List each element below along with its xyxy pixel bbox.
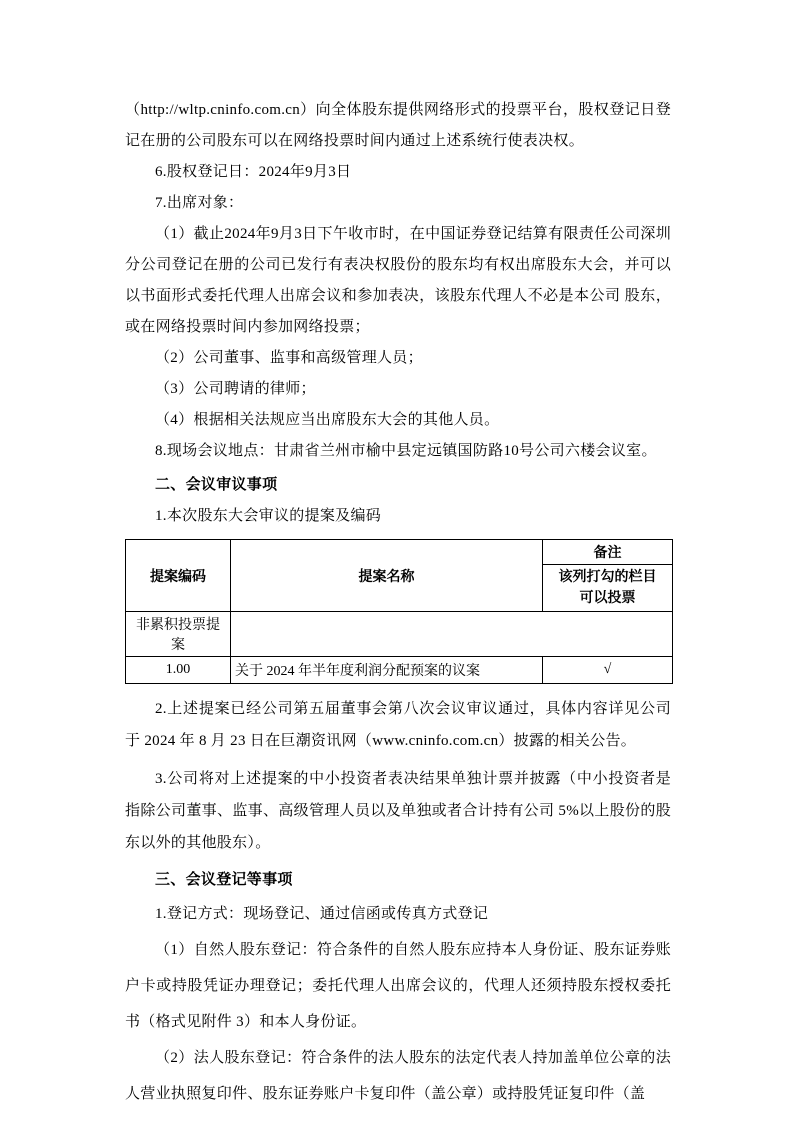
paragraph-section2-item3-minority-investors: 3.公司将对上述提案的中小投资者表决结果单独计票并披露（中小投资者是指除公司董事、监事、高级管理人员以及单独或者合计持有公司 5%以上股份的股东以外的其他股东）。: [125, 771, 671, 851]
paragraph-section3-item1-registration-method: 1.登记方式：现场登记、通过信函或传真方式登记: [155, 906, 489, 922]
section3-heading-registration-matters: 三、会议登记等事项: [155, 872, 293, 888]
paragraph-section3-legal-person-registration: （2）法人股东登记：符合条件的法人股东的法定代表人持加盖单位公章的法人营业执照复印件、股东证券账户卡复印件（盖公章）或持股凭证复印件（盖: [125, 1050, 671, 1102]
section2-heading-review-matters: 二、会议审议事项: [155, 477, 278, 493]
paragraph-section2-item2-board-approval: 2.上述提案已经公司第五届董事会第八次会议审议通过，具体内容详见公司于 2024 年 8 月 23 日在巨潮资讯网（www.cninfo.com.cn）披露的相关公告。: [125, 701, 671, 749]
paragraph-network-voting-platform: （http://wltp.cninfo.com.cn）向全体股东提供网络形式的投票平台，股权登记日登记在册的公司股东可以在网络投票时间内通过上述系统行使表决权。: [125, 102, 671, 149]
paragraph-section2-item1-proposals: 1.本次股东大会审议的提案及编码: [155, 508, 382, 524]
table-cell-non-cumulative-category: 非累积投票提案: [126, 612, 231, 657]
table-header-remark: 备注: [543, 540, 673, 565]
table-header-remark-note-line2: 可以投票: [579, 591, 636, 606]
table-header-row-1: [126, 540, 673, 565]
paragraph-item8-meeting-location: 8.现场会议地点：甘肃省兰州市榆中县定远镇国防路10号公司六楼会议室。: [155, 443, 657, 459]
table-cell-proposal-code: 1.00: [126, 657, 231, 684]
paragraph-item7-sub2-directors: （2）公司董事、监事和高级管理人员；: [155, 350, 423, 366]
table-header-proposal-name: 提案名称: [231, 540, 543, 612]
table-cell-check-mark: √: [543, 657, 673, 684]
paragraph-item6-record-date: 6.股权登记日：2024年9月3日: [155, 164, 352, 180]
paragraph-item7-sub1-shareholders: （1）截止2024年9月3日下午收市时，在中国证券登记结算有限责任公司深圳分公司登记在册的公司已发行有表决权股份的股东均有权出席股东大会，并可以以书面形式委托代理人出席会议和参加表决，该股东代理人不必是本公司 股东，或在网络投票时间内参加网络投票；: [125, 226, 671, 335]
table-header-proposal-code: 提案编码: [126, 540, 231, 612]
paragraph-item7-sub4-others: （4）根据相关法规应当出席股东大会的其他人员。: [155, 412, 500, 428]
table-header-remark-note: [543, 565, 673, 612]
paragraph-item7-sub3-lawyers: （3）公司聘请的律师；: [155, 381, 316, 397]
table-proposal-row: [126, 657, 673, 684]
table-cell-proposal-name: 关于 2024 年半年度利润分配预案的议案: [231, 657, 543, 684]
paragraph-section3-natural-person-registration: （1）自然人股东登记：符合条件的自然人股东应持本人身份证、股东证券账户卡或持股凭证办理登记；委托代理人出席会议的，代理人还须持股东授权委托书（格式见附件 3）和本人身份证。: [125, 942, 671, 1030]
table-header-remark-note-line1: 该列打勾的栏目: [558, 570, 657, 585]
table-cell-category-empty: [231, 612, 673, 657]
paragraph-item7-attendees: 7.出席对象：: [155, 195, 244, 211]
table-category-row: [126, 612, 673, 657]
proposal-table: [125, 539, 673, 684]
